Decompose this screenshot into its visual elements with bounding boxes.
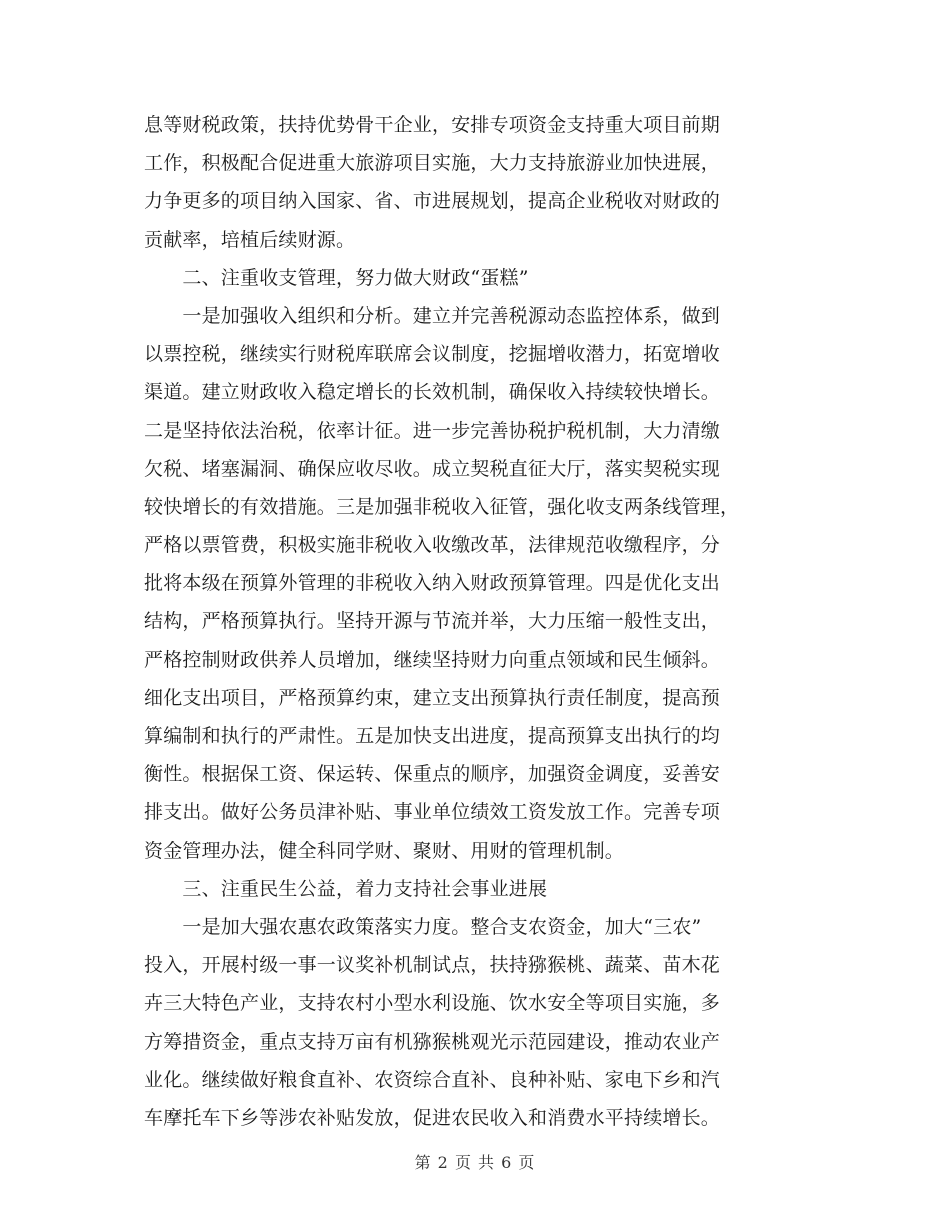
document-body (144, 106, 804, 1137)
text-line: 一是加大强农惠农政策落实力度。整合支农资金，加大“三农” (144, 915, 702, 938)
text-line: 批将本级在预算外管理的非税收入纳入财政预算管理。四是优化支出 (144, 572, 721, 595)
text-line: 一是加强收入组织和分析。建立并完善税源动态监控体系，做到 (144, 304, 721, 327)
text-line: 严格控制财政供养人员增加，继续坚持财力向重点领域和民生倾斜。 (144, 648, 721, 671)
text-line: 贡献率，培植后续财源。 (144, 228, 356, 251)
text-line: 方筹措资金，重点支持万亩有机猕猴桃观光示范园建设，推动农业产 (144, 1030, 721, 1053)
text-line: 力争更多的项目纳入国家、省、市进展规划，提高企业税收对财政的 (144, 190, 721, 213)
text-line: 以票控税，继续实行财税库联席会议制度，挖掘增收潜力，拓宽增收 (144, 343, 721, 366)
text-line: 欠税、堵塞漏洞、确保应收尽收。成立契税直征大厅，落实契税实现 (144, 457, 721, 480)
section-heading: 三、注重民生公益，着力支持社会事业进展 (144, 877, 548, 900)
text-line: 细化支出项目，严格预算约束，建立支出预算执行责任制度，提高预 (144, 686, 721, 709)
text-line: 车摩托车下乡等涉农补贴发放，促进农民收入和消费水平持续增长。 (144, 1106, 721, 1129)
text-line: 结构，严格预算执行。坚持开源与节流并举，大力压缩一般性支出， (144, 610, 721, 633)
text-line: 算编制和执行的严肃性。五是加快支出进度，提高预算支出执行的均 (144, 725, 721, 747)
text-line: 息等财税政策，扶持优势骨干企业，安排专项资金支持重大项目前期 (144, 114, 721, 136)
text-line: 渠道。建立财政收入稳定增长的长效机制，确保收入持续较快增长。 (144, 381, 721, 404)
text-line: 投入，开展村级一事一议奖补机制试点，扶持猕猴桃、蔬菜、苗木花 (144, 954, 721, 977)
text-line: 业化。继续做好粮食直补、农资综合直补、良种补贴、家电下乡和汽 (144, 1068, 721, 1091)
page-number: 第 2 页 共 6 页 (414, 1153, 536, 1172)
text-line: 严格以票管费，积极实施非税收入收缴改革，法律规范收缴程序，分 (144, 534, 721, 557)
section-heading: 二、注重收支管理，努力做大财政“蛋糕” (144, 266, 529, 289)
text-line: 工作，积极配合促进重大旅游项目实施，大力支持旅游业加快进展， (144, 152, 721, 175)
text-line: 二是坚持依法治税，依率计征。进一步完善协税护税机制，大力清缴 (144, 419, 721, 442)
text-line: 较快增长的有效措施。三是加强非税收入征管，强化收支两条线管理， (144, 495, 740, 518)
text-line: 卉三大特色产业，支持农村小型水利设施、饮水安全等项目实施，多 (144, 992, 721, 1015)
text-line: 衡性。根据保工资、保运转、保重点的顺序，加强资金调度，妥善安 (144, 763, 721, 786)
text-line: 资金管理办法，健全科同学财、聚财、用财的管理机制。 (144, 839, 625, 862)
text-line: 排支出。做好公务员津补贴、事业单位绩效工资发放工作。完善专项 (144, 801, 721, 824)
